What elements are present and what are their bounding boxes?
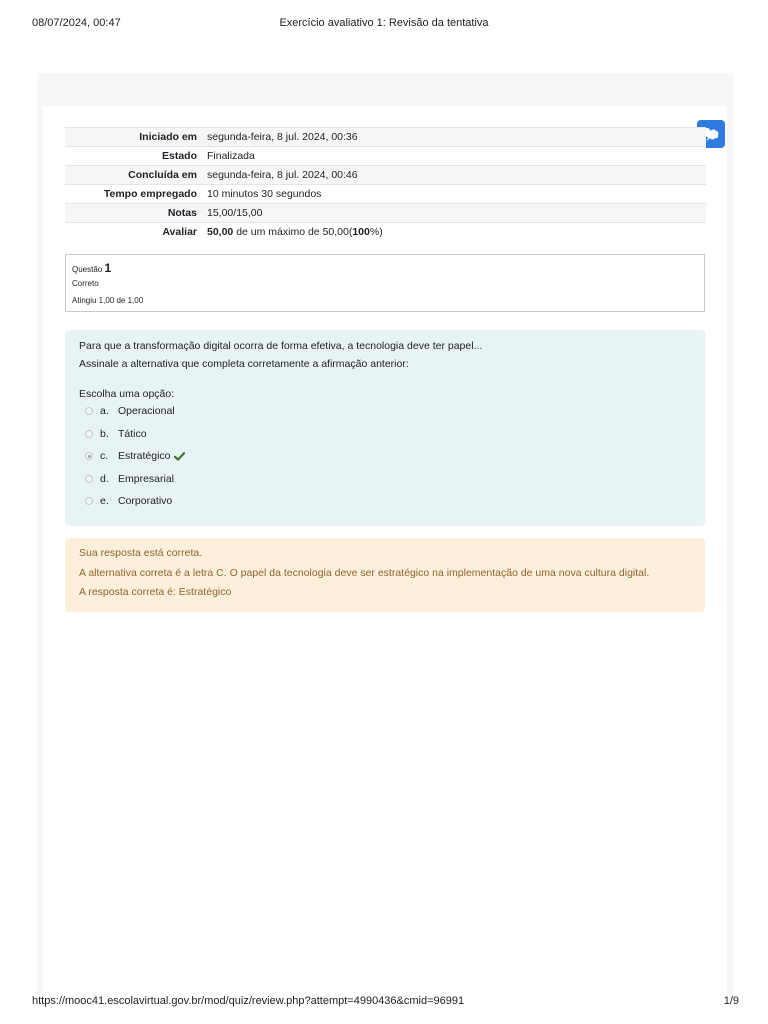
summary-row-started [65, 128, 706, 147]
radio-button[interactable] [85, 475, 93, 483]
summary-row-time-taken [65, 185, 706, 204]
summary-row-completed [65, 166, 706, 185]
feedback-explanation: A alternativa correta é a letra C. O papel da tecnologia deve ser estratégico na implementação de uma nova cultura digital. [79, 567, 650, 579]
summary-value [202, 223, 706, 242]
answer-feedback [65, 538, 705, 612]
answer-option-e[interactable] [85, 494, 172, 508]
question-text-line1: Para que a transformação digital ocorra de forma efetiva, a tecnologia deve ter papel... [79, 340, 483, 352]
grade-suffix: %) [369, 226, 383, 238]
summary-value: segunda-feira, 8 jul. 2024, 00:46 [207, 169, 358, 181]
feedback-result: Sua resposta está correta. [79, 547, 203, 559]
option-letter: d. [100, 473, 109, 485]
grade-score: 50,00 [207, 226, 234, 238]
answer-option-a[interactable] [85, 404, 175, 418]
grade-percent: 100 [352, 226, 370, 238]
grade-middle: de um máximo de 50,00( [233, 226, 353, 238]
answer-option-d[interactable] [85, 472, 174, 486]
radio-button[interactable] [85, 407, 93, 415]
question-number-value: 1 [104, 261, 112, 275]
summary-row-marks [65, 204, 706, 223]
question-state: Correto [72, 279, 99, 288]
print-title: Exercício avaliativo 1: Revisão da tentativa [279, 17, 489, 29]
print-datetime: 08/07/2024, 00:47 [32, 17, 121, 29]
summary-row-state [65, 147, 706, 166]
summary-label: Concluída em [128, 169, 197, 181]
question-formulation [65, 330, 705, 526]
radio-button-selected[interactable] [85, 452, 93, 460]
option-label: Tático [118, 428, 147, 440]
summary-value: Finalizada [207, 150, 255, 162]
question-text-line2: Assinale a alternativa que completa corretamente a afirmação anterior: [79, 358, 409, 370]
summary-label: Avaliar [162, 226, 197, 238]
summary-row-grade [65, 223, 706, 242]
attempt-summary-table [65, 127, 706, 241]
print-url: https://mooc41.escolavirtual.gov.br/mod/quiz/review.php?attempt=4990436&cmid=96991 [32, 995, 465, 1007]
answer-prompt: Escolha uma opção: [79, 388, 175, 400]
option-label: Empresarial [118, 473, 175, 485]
option-letter: a. [100, 405, 109, 417]
summary-value: 10 minutos 30 segundos [207, 188, 322, 200]
summary-label: Estado [161, 150, 197, 162]
print-header [0, 17, 768, 33]
summary-value: segunda-feira, 8 jul. 2024, 00:36 [207, 131, 358, 143]
summary-label: Iniciado em [139, 131, 197, 143]
option-label: Operacional [118, 405, 175, 417]
answer-option-b[interactable] [85, 427, 147, 441]
summary-value: 15,00/15,00 [207, 207, 263, 219]
question-info [65, 254, 705, 312]
radio-button[interactable] [85, 430, 93, 438]
radio-button[interactable] [85, 497, 93, 505]
feedback-correct-answer: A resposta correta é: Estratégico [79, 586, 232, 598]
option-label: Corporativo [118, 495, 173, 507]
answer-option-c[interactable] [85, 449, 185, 463]
option-label: Estratégico [118, 450, 171, 462]
question-prefix: Questão [72, 265, 103, 274]
print-page-number: 1/9 [723, 995, 739, 1007]
question-number [72, 261, 111, 275]
question-grade: Atingiu 1,00 de 1,00 [72, 296, 144, 305]
check-icon [174, 452, 185, 461]
summary-label: Tempo empregado [103, 188, 197, 200]
option-letter: c. [100, 450, 109, 462]
option-letter: e. [100, 495, 109, 507]
summary-label: Notas [167, 207, 197, 219]
option-letter: b. [100, 428, 109, 440]
